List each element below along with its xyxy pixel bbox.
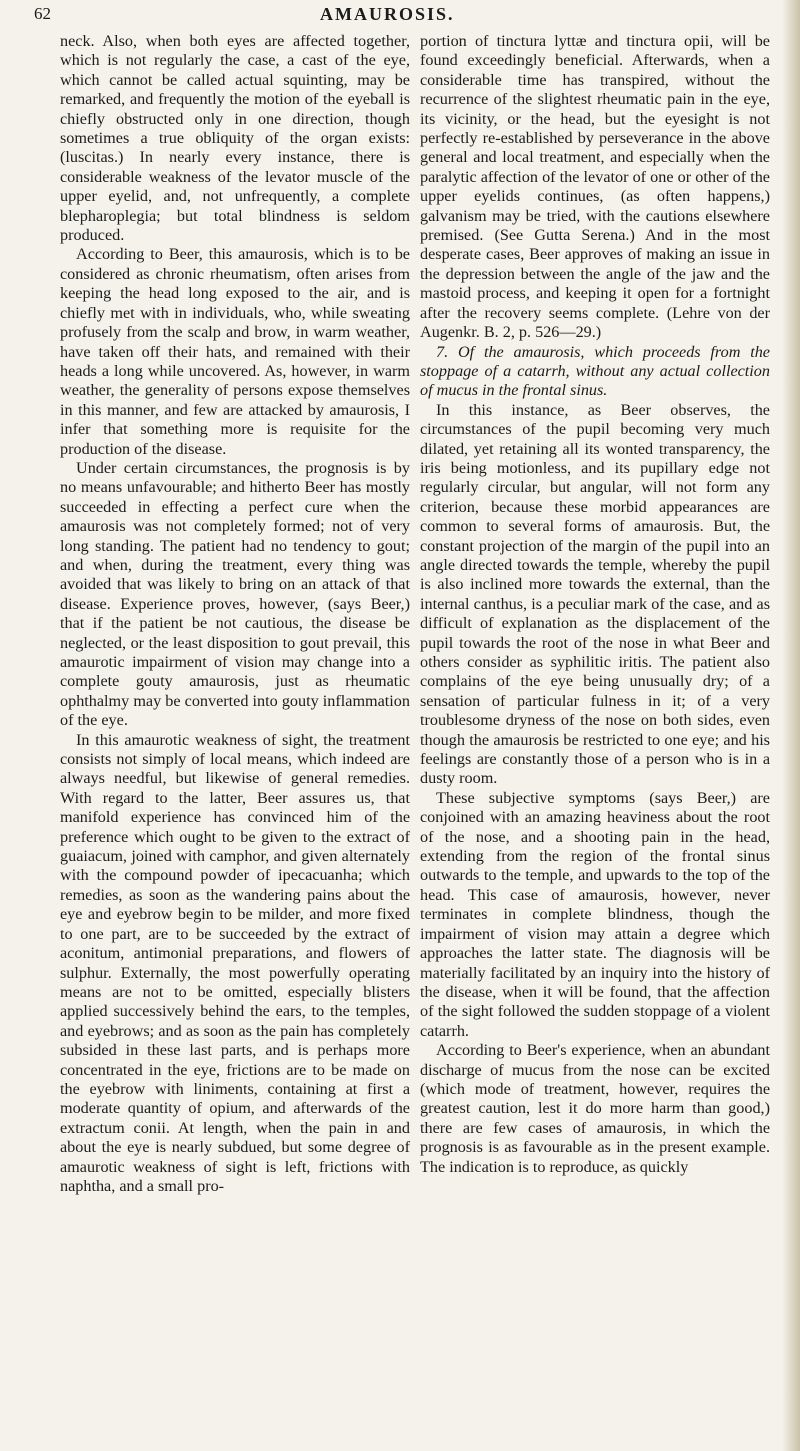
- right-column: [420, 32, 770, 1177]
- paragraph: According to Beer's experience, when an abundant discharge of mucus from the nose can be excited (which mode of treatment, however, requires the greatest caution, lest it do more harm than good,) there are few cases of amaurosis, in which the prognosis is as favourable as in the present example. The indication is to reproduce, as quickly: [420, 1041, 770, 1176]
- section-heading: 7. Of the amaurosis, which proceeds from the stoppage of a catarrh, without any actual collection of mucus in the frontal sinus.: [420, 342, 770, 400]
- paragraph: In this instance, as Beer observes, the circumstances of the pupil becoming very much dilated, yet retaining all its wonted transparency, the iris being motionless, and its pupillary edge not regularly circular, but angular, will not form any criterion, because these morbid appearances are common to several forms of amaurosis. But, the constant projection of the margin of the pupil into an angle directed towards the temple, whereby the pupil is also inclined more towards the external, than the internal canthus, is a peculiar mark of the case, and as difficult of explanation as the displacement of the pupil towards the root of the nose in what Beer and others consider as syphilitic iritis. The patient also complains of the eye being unusually dry; of a sensation of particular fulness in it; of a very troublesome dryness of the nose on both sides, even though the amaurosis be restricted to one eye; and his feelings are constantly those of a person who is in a dusty room.: [420, 400, 770, 788]
- paragraph: According to Beer, this amaurosis, which is to be considered as chronic rheumatism, often arises from keeping the head long exposed to the air, and is chiefly met with in individuals, who, while sweating profusely from the scalp and brow, in warm weather, have taken off their hats, and remained with their heads a long while uncovered. As, however, in warm weather, the generality of persons expose themselves in this manner, and few are attacked by amaurosis, I infer that something more is requisite for the production of the disease.: [60, 245, 410, 458]
- page-edge-shadow: [782, 0, 800, 1451]
- paragraph: These subjective symptoms (says Beer,) are conjoined with an amazing heaviness about the root of the nose, and a shooting pain in the head, extending from the region of the frontal sinus outwards to the temple, and upwards to the top of the head. This case of amaurosis, however, never terminates in complete blindness, though the impairment of vision may attain a degree which approaches the latter state. The diagnosis will be materially facilitated by an inquiry into the history of the disease, when it will be found, that the affection of the sight followed the sudden stoppage of a violent catarrh.: [420, 788, 770, 1040]
- paragraph: In this amaurotic weakness of sight, the treatment consists not simply of local means, which indeed are always needful, but likewise of general remedies. With regard to the latter, Beer assures us, that manifold experience has convinced him of the preference which ought to be given to the extract of guaiacum, joined with camphor, and given alternately with the compound powder of ipecacuanha; which remedies, as soon as the wandering pains about the eye and eyebrow begin to be milder, and more fixed to one part, are to be succeeded by the extract of aconitum, antimonial preparations, and flowers of sulphur. Externally, the most powerfully operating means are not to be omitted, especially blisters applied successively behind the ears, to the temples, and eyebrows; and as soon as the pain has completely subsided in these last parts, and is perhaps more concentrated in the eye, frictions are to be made on the eyebrow with liniments, containing at first a moderate quantity of opium, and afterwards of the extractum conii. At length, when the pain in and about the eye is nearly subdued, but some degree of amaurotic weakness of sight is left, frictions with naphtha, and a small pro-: [60, 730, 410, 1195]
- page-header: [0, 4, 800, 28]
- running-title: AMAUROSIS.: [320, 4, 455, 24]
- page-number: 62: [34, 4, 51, 23]
- paragraph: portion of tinctura lyttæ and tinctura opii, will be found exceedingly beneficial. Afterwards, when a considerable time has transpired, without the recurrence of the slightest rheumatic pain in the eye, its vicinity, or the head, but the eyesight is not perfectly re-established by perseverance in the above general and local treatment, and especially when the paralytic affection of the levator of one or other of the upper eyelids continues, (as often happens,) galvanism may be tried, with the cautions elsewhere premised. (See Gutta Serena.) And in the most desperate cases, Beer approves of making an issue in the depression between the angle of the jaw and the mastoid process, and keeping it open for a fortnight after the recovery seems complete. (Lehre von der Augenkr. B. 2, p. 526—29.): [420, 32, 770, 342]
- paragraph: Under certain circumstances, the prognosis is by no means unfavourable; and hitherto Beer has mostly succeeded in effecting a perfect cure when the amaurosis was not completely formed; not of very long standing. The patient had no tendency to gout; and when, during the treatment, every thing was avoided that was likely to bring on an attack of that disease. Experience proves, however, (says Beer,) that if the patient be not cautious, the disease be neglected, or the least disposition to gout prevail, this amaurotic impairment of vision may change into a complete gouty amaurosis, just as rheumatic ophthalmy may be converted into gouty inflammation of the eye.: [60, 458, 410, 730]
- left-column: [60, 32, 410, 1196]
- paragraph: neck. Also, when both eyes are affected together, which is not regularly the case, a cast of the eye, which cannot be called actual squinting, may be remarked, and frequently the motion of the eyeball is chiefly obstructed only in one direction, though sometimes a true obliquity of the organ exists: (luscitas.) In nearly every instance, there is considerable weakness of the levator muscle of the upper eyelid, and, not unfrequently, a complete blepharoplegia; but total blindness is seldom produced.: [60, 32, 410, 245]
